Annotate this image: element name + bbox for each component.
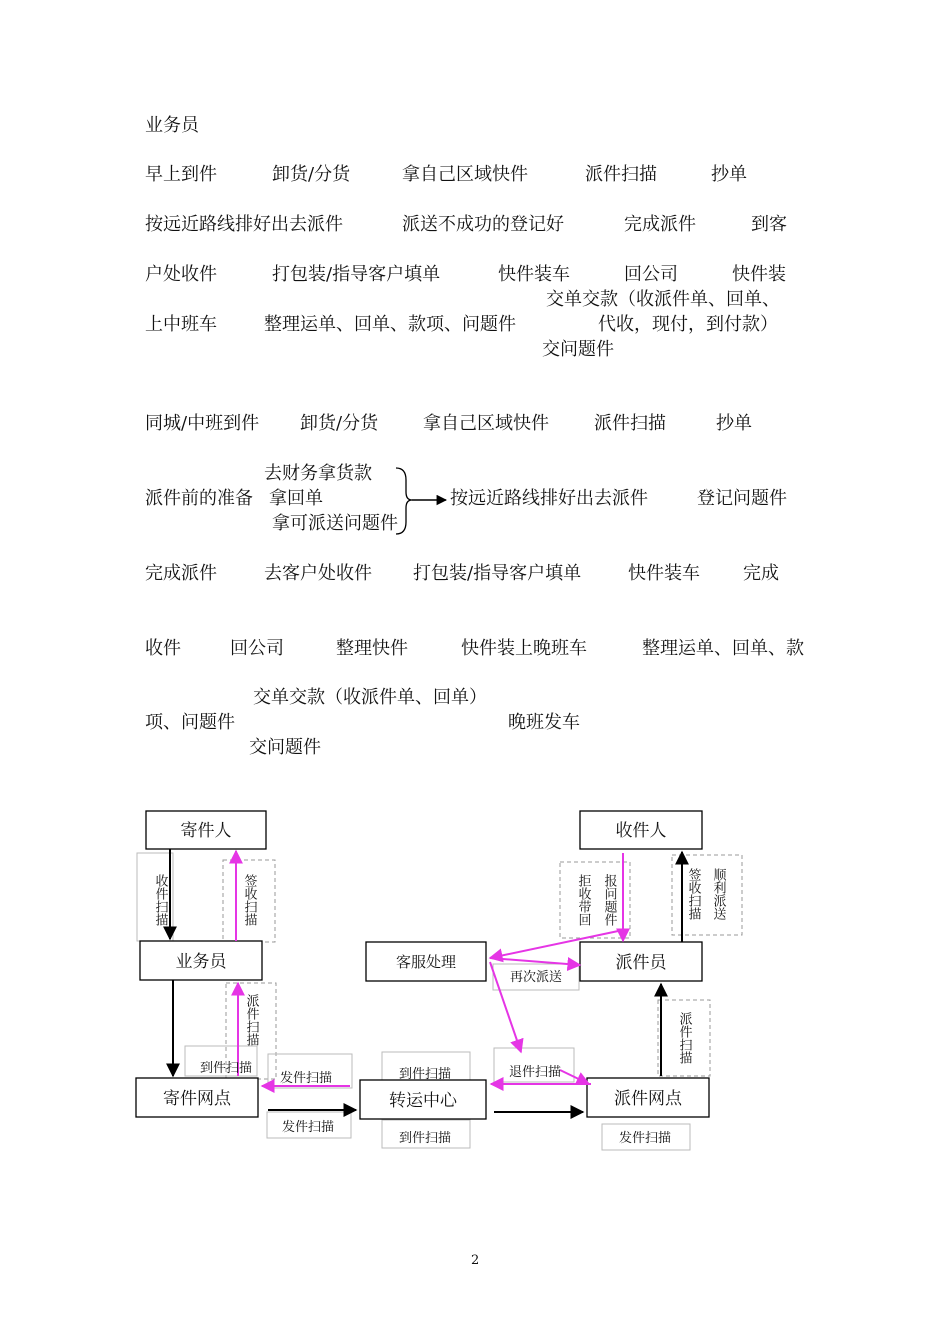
label-send-scan-forward: 发件扫描 xyxy=(281,1120,335,1135)
prep-item-1: 去财务拿货款 xyxy=(264,463,372,484)
node-origin-outlet: 寄件网点 xyxy=(163,1089,231,1109)
label-arrival-scan-transit-bottom: 到件扫描 xyxy=(398,1131,452,1146)
finish-step-4: 快件装车 xyxy=(628,563,700,584)
midday-step-2: 卸货/分货 xyxy=(300,413,379,434)
prep-label: 派件前的准备 xyxy=(145,488,253,509)
handover2-left: 项、问题件 xyxy=(145,712,235,733)
route-step-4: 到客 xyxy=(751,214,787,235)
label-redeliver: 再次派送 xyxy=(509,970,563,985)
label-reject-return: 拒收带回 xyxy=(575,874,591,926)
evening-step-4: 快件装上晚班车 xyxy=(461,638,587,659)
handover1-bottom: 交问题件 xyxy=(542,339,614,360)
node-dest-outlet: 派件网点 xyxy=(614,1089,682,1109)
route-step-1: 按远近路线排好出去派件 xyxy=(145,214,343,235)
node-transit-center: 转运中心 xyxy=(389,1091,457,1111)
pickup-step-2: 打包装/指导客户填单 xyxy=(272,264,441,285)
midday-step-4: 派件扫描 xyxy=(594,413,666,434)
label-pickup-scan: 收件扫描 xyxy=(152,874,168,926)
prep-result-1: 按远近路线排好出去派件 xyxy=(450,488,648,509)
handover2-right: 晚班发车 xyxy=(508,712,580,733)
label-arrival-scan-transit-top: 到件扫描 xyxy=(398,1067,452,1082)
pickup-step-5: 快件装 xyxy=(732,264,786,285)
evening-step-5: 整理运单、回单、款 xyxy=(642,638,804,659)
node-deliverer: 派件员 xyxy=(615,953,667,973)
prep-item-3: 拿可派送问题件 xyxy=(272,513,398,534)
node-sender: 寄件人 xyxy=(180,821,232,841)
prep-item-2: 拿回单 xyxy=(269,488,323,509)
finish-step-2: 去客户处收件 xyxy=(264,563,372,584)
midday-step-3: 拿自己区域快件 xyxy=(423,413,549,434)
label-send-scan-back: 发件扫描 xyxy=(279,1071,333,1086)
pickup-step-1: 户处收件 xyxy=(145,264,217,285)
handover1-mid: 代收，现付，到付款） xyxy=(598,314,778,335)
node-courier: 业务员 xyxy=(175,952,227,972)
label-send-scan-dest: 发件扫描 xyxy=(618,1131,672,1146)
morning-step-3: 拿自己区域快件 xyxy=(402,164,528,185)
morning-step-4: 派件扫描 xyxy=(585,164,657,185)
morning-step-5: 抄单 xyxy=(711,164,747,185)
midday-step-1: 同城/中班到件 xyxy=(145,413,260,434)
label-report-problem: 报问题件 xyxy=(601,874,617,926)
handover1-top: 交单交款（收派件单、回单、 xyxy=(546,289,780,310)
midday-step-5: 抄单 xyxy=(716,413,752,434)
evening-step-2: 回公司 xyxy=(230,638,284,659)
label-sign-scan-right: 签收扫描 xyxy=(685,868,701,920)
label-dispatch-scan-right: 派件扫描 xyxy=(676,1012,692,1064)
prep-result-2: 登记问题件 xyxy=(697,488,787,509)
handover1-left-1: 上中班车 xyxy=(145,314,217,335)
route-step-2: 派送不成功的登记好 xyxy=(402,214,564,235)
node-receiver: 收件人 xyxy=(615,821,667,841)
morning-step-2: 卸货/分货 xyxy=(272,164,351,185)
pickup-step-3: 快件装车 xyxy=(498,264,570,285)
page-number: 2 xyxy=(471,1253,480,1268)
pickup-step-4: 回公司 xyxy=(624,264,678,285)
handover1-left-2: 整理运单、回单、款项、问题件 xyxy=(264,314,516,335)
finish-step-3: 打包装/指导客户填单 xyxy=(413,563,582,584)
morning-step-1: 早上到件 xyxy=(145,164,217,185)
role-title: 业务员 xyxy=(145,115,199,136)
label-sign-scan-left: 签收扫描 xyxy=(241,874,257,926)
route-step-3: 完成派件 xyxy=(624,214,696,235)
handover2-top: 交单交款（收派件单、回单） xyxy=(253,687,487,708)
finish-step-1: 完成派件 xyxy=(145,563,217,584)
label-arrival-scan-origin: 到件扫描 xyxy=(199,1061,253,1076)
handover2-bottom: 交问题件 xyxy=(249,737,321,758)
label-return-scan: 退件扫描 xyxy=(508,1065,562,1080)
label-smooth-delivery: 顺利派送 xyxy=(710,868,726,920)
label-dispatch-scan-left: 派件扫描 xyxy=(243,994,259,1046)
evening-step-3: 整理快件 xyxy=(336,638,408,659)
evening-step-1: 收件 xyxy=(145,638,181,659)
node-service: 客服处理 xyxy=(395,953,457,971)
finish-step-5: 完成 xyxy=(743,563,779,584)
